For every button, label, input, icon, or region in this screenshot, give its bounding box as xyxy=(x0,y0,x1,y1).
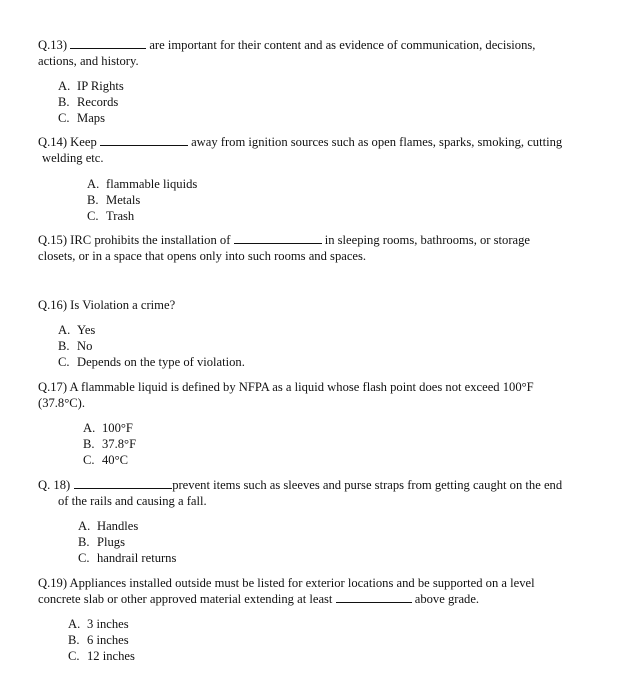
q17-option-a: A. 100°F xyxy=(83,421,133,435)
q19-option-c: C. 12 inches xyxy=(68,649,135,663)
question-15 xyxy=(38,232,598,264)
question-17-line-2: (37.8°C). xyxy=(38,396,86,410)
q14-option-c: C. Trash xyxy=(87,209,135,223)
question-17 xyxy=(38,379,598,411)
question-18-line-1 xyxy=(38,477,598,493)
q17-option-c: C. 40°C xyxy=(83,453,129,467)
question-18 xyxy=(38,477,598,509)
question-14-line-2: welding etc. xyxy=(42,151,104,165)
question-13 xyxy=(38,37,598,69)
answer-blank xyxy=(70,37,146,49)
q16-option-a: A. Yes xyxy=(58,323,96,337)
answer-blank xyxy=(74,477,172,489)
question-18-line-2: of the rails and causing a fall. xyxy=(58,494,207,508)
question-18-prefix: Q. 18) xyxy=(38,478,71,492)
answer-blank xyxy=(336,591,412,603)
question-14 xyxy=(38,134,598,166)
question-13-suffix: are important for their content and as evidence of communication, decisions, xyxy=(149,38,536,52)
q19-option-a: A. 3 inches xyxy=(68,617,129,631)
question-14-suffix: away from ignition sources such as open flames, sparks, smoking, cutting xyxy=(191,135,563,149)
q14-option-b: B. Metals xyxy=(87,193,141,207)
question-15-prefix: Q.15) IRC prohibits the installation of xyxy=(38,233,231,247)
question-16-text: Q.16) Is Violation a crime? xyxy=(38,298,176,312)
question-14-prefix: Q.14) Keep xyxy=(38,135,97,149)
q13-option-a: A. IP Rights xyxy=(58,79,124,93)
question-17-line-1: Q.17) A flammable liquid is defined by NFPA as a liquid whose flash point does not exceed 100°F xyxy=(38,380,534,394)
q19-option-b: B. 6 inches xyxy=(68,633,129,647)
question-15-line-2: closets, or in a space that opens only into such rooms and spaces. xyxy=(38,249,367,263)
answer-blank xyxy=(234,232,322,244)
question-18-suffix: prevent items such as sleeves and purse straps from getting caught on the end xyxy=(172,478,563,492)
question-19-line-2 xyxy=(38,591,598,607)
q13-option-b: B. Records xyxy=(58,95,119,109)
question-19-line-2-prefix: concrete slab or other approved material extending at least xyxy=(38,592,333,606)
q14-option-a: A. flammable liquids xyxy=(87,177,198,191)
q18-option-a: A. Handles xyxy=(78,519,139,533)
question-14-line-1 xyxy=(38,134,598,150)
q18-option-b: B. Plugs xyxy=(78,535,125,549)
q17-option-b: B. 37.8°F xyxy=(83,437,137,451)
q16-option-c: C. Depends on the type of violation. xyxy=(58,355,245,369)
question-19 xyxy=(38,575,598,607)
question-19-line-2-suffix: above grade. xyxy=(414,592,480,606)
question-19-line-1: Q.19) Appliances installed outside must be listed for exterior locations and be supported on a level xyxy=(38,576,535,590)
q13-option-c: C. Maps xyxy=(58,111,105,125)
q18-option-c: C. handrail returns xyxy=(78,551,177,565)
answer-blank xyxy=(100,134,188,146)
question-13-line-1 xyxy=(38,37,598,53)
question-15-line-1 xyxy=(38,232,598,248)
q16-option-b: B. No xyxy=(58,339,93,353)
question-15-suffix: in sleeping rooms, bathrooms, or storage xyxy=(324,233,531,247)
question-13-prefix: Q.13) xyxy=(38,38,68,52)
question-13-line-2: actions, and history. xyxy=(38,54,139,68)
question-16 xyxy=(38,297,598,313)
